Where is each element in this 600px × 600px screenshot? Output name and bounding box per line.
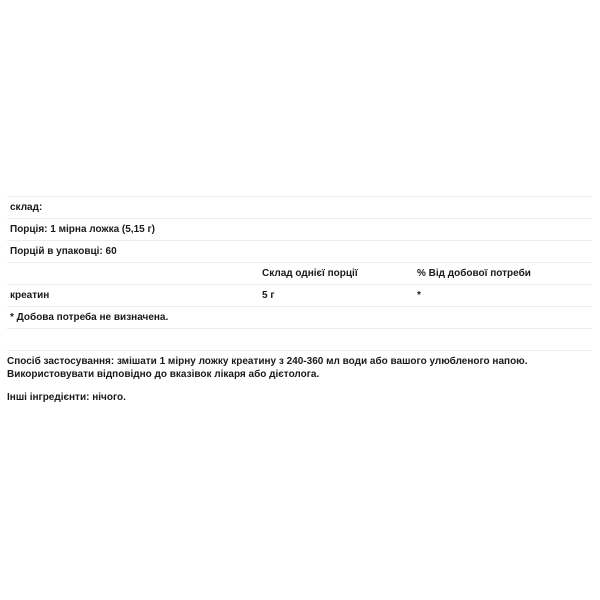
facts-title: склад: — [10, 202, 43, 213]
ingredient-name: креатин — [10, 290, 50, 301]
servings-per-container: Порцій в упаковці: 60 — [10, 246, 117, 257]
directions-text: Спосіб застосування: змішати 1 мірну ложку креатину з 240-360 мл води або вашого улюбленого напою. Використовувати відповідно до вказівок лікаря або дієтолога. — [7, 356, 528, 380]
spacer-row — [7, 329, 592, 351]
product-description — [7, 355, 592, 414]
facts-title-row — [7, 197, 592, 219]
other-ingredients-text: Інші інгредієнти: нічого. — [7, 392, 126, 403]
footnote: * Добова потреба не визначена. — [10, 312, 169, 323]
column-header-per-serving: Склад однієї порції — [262, 268, 358, 279]
table-row — [7, 285, 592, 307]
ingredient-daily-value: * — [417, 290, 421, 301]
serving-size-row — [7, 219, 592, 241]
column-header-daily-value: % Від добової потреби — [417, 268, 531, 279]
supplement-facts-table — [7, 196, 592, 351]
table-header-row — [7, 263, 592, 285]
footnote-row — [7, 307, 592, 329]
serving-size: Порція: 1 мірна ложка (5,15 г) — [10, 224, 155, 235]
servings-per-container-row — [7, 241, 592, 263]
ingredient-amount: 5 г — [262, 290, 275, 301]
